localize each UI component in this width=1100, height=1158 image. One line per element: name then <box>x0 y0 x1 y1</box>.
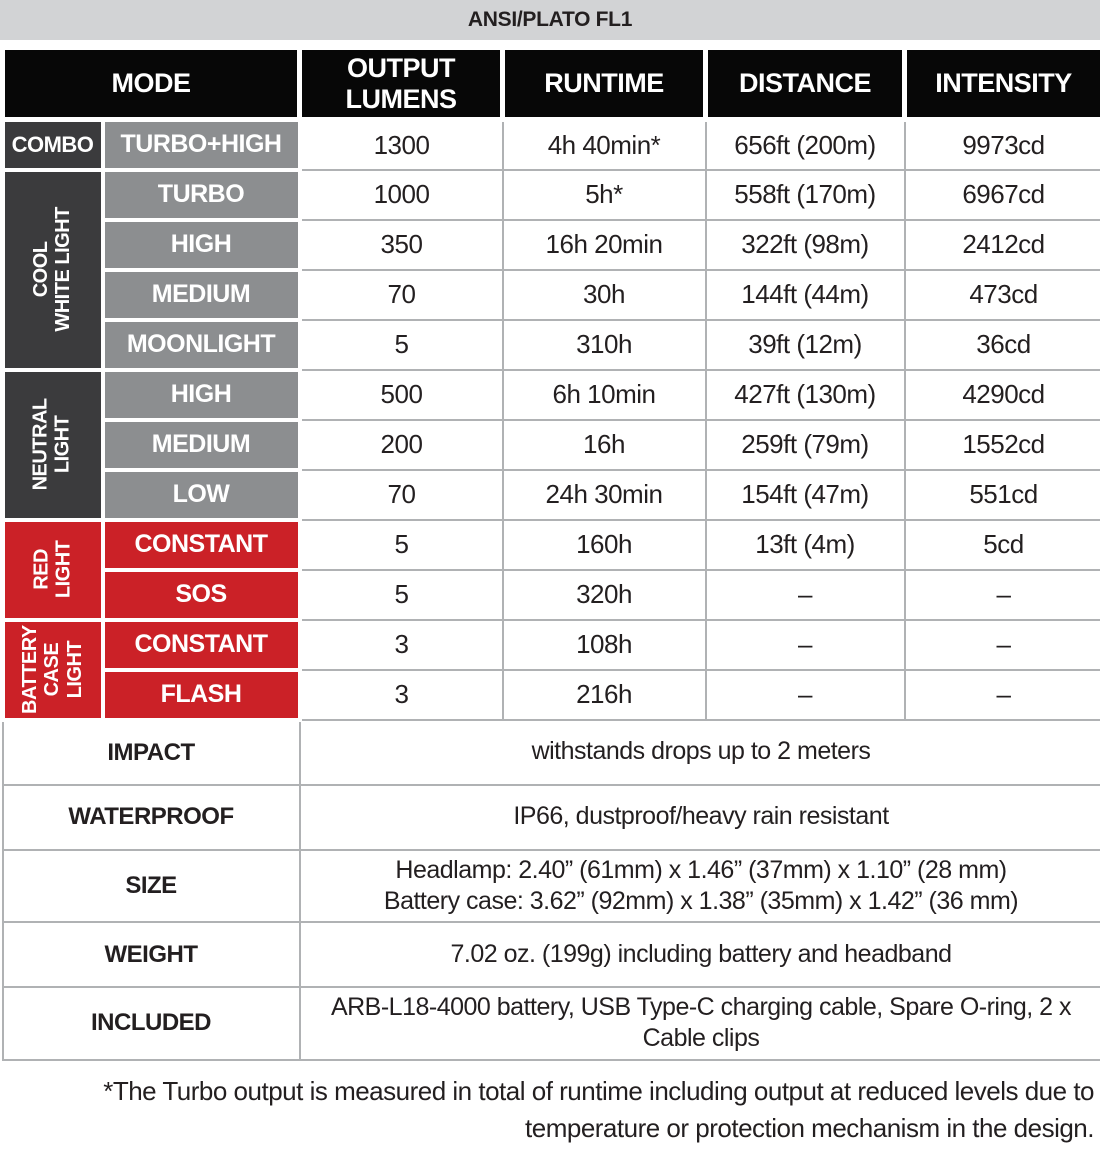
table-title-bar <box>0 0 1100 40</box>
table-row <box>3 370 1100 420</box>
intensity-cell: 9973cd <box>905 120 1100 170</box>
spec-row-impact <box>3 720 1100 785</box>
spec-value-impact: withstands drops up to 2 meters <box>300 720 1100 785</box>
col-header-intensity: INTENSITY <box>905 48 1100 120</box>
col-header-output-lumens: OUTPUT LUMENS <box>300 48 503 120</box>
table-row <box>3 520 1100 570</box>
category-battery-case-light: BATTERY CASE LIGHT <box>3 620 103 720</box>
lumens-cell: 5 <box>300 520 503 570</box>
runtime-cell: 24h 30min <box>503 470 706 520</box>
mode-cell: HIGH <box>103 370 300 420</box>
spec-row-weight <box>3 922 1100 987</box>
runtime-cell: 30h <box>503 270 706 320</box>
mode-cell: MEDIUM <box>103 270 300 320</box>
spec-value-weight: 7.02 oz. (199g) including battery and headband <box>300 922 1100 987</box>
category-cool-white-light: COOL WHITE LIGHT <box>3 170 103 370</box>
distance-cell: 144ft (44m) <box>706 270 905 320</box>
distance-cell: 259ft (79m) <box>706 420 905 470</box>
lumens-cell: 1000 <box>300 170 503 220</box>
distance-cell: 656ft (200m) <box>706 120 905 170</box>
lumens-cell: 3 <box>300 670 503 720</box>
category-red-light: RED LIGHT <box>3 520 103 620</box>
runtime-cell: 4h 40min* <box>503 120 706 170</box>
table-row <box>3 220 1100 270</box>
intensity-cell: 5cd <box>905 520 1100 570</box>
intensity-cell: 2412cd <box>905 220 1100 270</box>
table-row <box>3 670 1100 720</box>
runtime-cell: 310h <box>503 320 706 370</box>
distance-cell: – <box>706 620 905 670</box>
distance-cell: – <box>706 670 905 720</box>
lumens-cell: 200 <box>300 420 503 470</box>
spec-label-weight: WEIGHT <box>3 922 300 987</box>
intensity-cell: – <box>905 570 1100 620</box>
table-row <box>3 120 1100 170</box>
mode-cell: TURBO+HIGH <box>103 120 300 170</box>
mode-cell: FLASH <box>103 670 300 720</box>
turbo-footnote: *The Turbo output is measured in total of runtime including output at reduced levels due to temperature or protection mechanism in the design. <box>0 1073 1100 1158</box>
mode-cell: CONSTANT <box>103 620 300 670</box>
spec-value-waterproof: IP66, dustproof/heavy rain resistant <box>300 785 1100 850</box>
runtime-cell: 108h <box>503 620 706 670</box>
mode-cell: HIGH <box>103 220 300 270</box>
lumens-cell: 3 <box>300 620 503 670</box>
distance-cell: 558ft (170m) <box>706 170 905 220</box>
spec-row-included <box>3 987 1100 1060</box>
runtime-cell: 5h* <box>503 170 706 220</box>
distance-cell: 427ft (130m) <box>706 370 905 420</box>
runtime-cell: 6h 10min <box>503 370 706 420</box>
distance-cell: 39ft (12m) <box>706 320 905 370</box>
spec-row-size <box>3 850 1100 923</box>
table-row <box>3 270 1100 320</box>
spec-value-included: ARB-L18-4000 battery, USB Type-C charging cable, Spare O-ring, 2 x Cable clips <box>300 987 1100 1060</box>
table-row <box>3 620 1100 670</box>
table-row <box>3 320 1100 370</box>
col-header-distance: DISTANCE <box>706 48 905 120</box>
mode-cell: CONSTANT <box>103 520 300 570</box>
table-row <box>3 170 1100 220</box>
mode-cell: TURBO <box>103 170 300 220</box>
spec-row-waterproof <box>3 785 1100 850</box>
runtime-cell: 16h 20min <box>503 220 706 270</box>
table-row <box>3 420 1100 470</box>
distance-cell: 13ft (4m) <box>706 520 905 570</box>
spec-label-included: INCLUDED <box>3 987 300 1060</box>
mode-cell: LOW <box>103 470 300 520</box>
lumens-cell: 350 <box>300 220 503 270</box>
intensity-cell: 36cd <box>905 320 1100 370</box>
table-row <box>3 470 1100 520</box>
header-row <box>3 48 1100 120</box>
distance-cell: – <box>706 570 905 620</box>
col-header-mode: MODE <box>3 48 300 120</box>
fl1-spec-table <box>0 45 1100 1061</box>
spec-label-size: SIZE <box>3 850 300 923</box>
lumens-cell: 70 <box>300 270 503 320</box>
mode-cell: MOONLIGHT <box>103 320 300 370</box>
category-combo: COMBO <box>3 120 103 170</box>
lumens-cell: 500 <box>300 370 503 420</box>
intensity-cell: 551cd <box>905 470 1100 520</box>
mode-cell: SOS <box>103 570 300 620</box>
spec-label-impact: IMPACT <box>3 720 300 785</box>
size-battery-case-line: Battery case: 3.62” (92mm) x 1.38” (35mm) x 1.42” (36 mm) <box>311 886 1092 917</box>
col-header-runtime: RUNTIME <box>503 48 706 120</box>
mode-cell: MEDIUM <box>103 420 300 470</box>
lumens-cell: 5 <box>300 320 503 370</box>
table-row <box>3 570 1100 620</box>
intensity-cell: 4290cd <box>905 370 1100 420</box>
distance-cell: 154ft (47m) <box>706 470 905 520</box>
intensity-cell: 473cd <box>905 270 1100 320</box>
intensity-cell: 6967cd <box>905 170 1100 220</box>
lumens-cell: 1300 <box>300 120 503 170</box>
intensity-cell: – <box>905 620 1100 670</box>
distance-cell: 322ft (98m) <box>706 220 905 270</box>
runtime-cell: 160h <box>503 520 706 570</box>
size-headlamp-line: Headlamp: 2.40” (61mm) x 1.46” (37mm) x 1.10” (28 mm) <box>311 855 1092 886</box>
lumens-cell: 70 <box>300 470 503 520</box>
runtime-cell: 320h <box>503 570 706 620</box>
runtime-cell: 16h <box>503 420 706 470</box>
category-neutral-light: NEUTRAL LIGHT <box>3 370 103 520</box>
runtime-cell: 216h <box>503 670 706 720</box>
intensity-cell: – <box>905 670 1100 720</box>
lumens-cell: 5 <box>300 570 503 620</box>
table-title: ANSI/PLATO FL1 <box>468 8 632 32</box>
spec-label-waterproof: WATERPROOF <box>3 785 300 850</box>
intensity-cell: 1552cd <box>905 420 1100 470</box>
spec-value-size <box>300 850 1100 923</box>
